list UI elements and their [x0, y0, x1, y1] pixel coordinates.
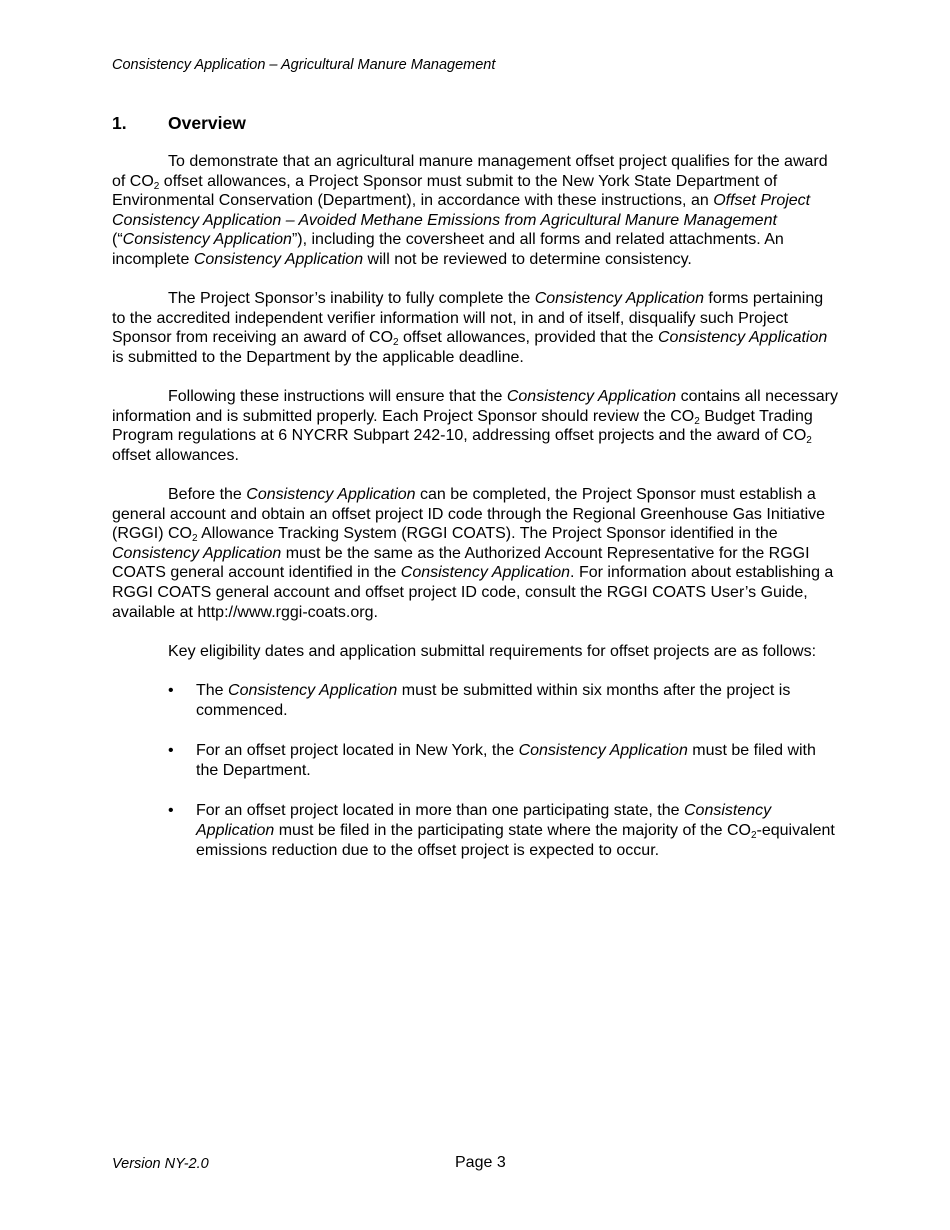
list-item: • The Consistency Application must be submitted within six months after the project is commenced.	[168, 682, 791, 719]
list-item: • For an offset project located in more than one participating state, the Consistency Application must be filed in the participating state where the majority of the $CO_2$-equivalent emissions reduction due to the offset project is expected to occur.	[168, 802, 835, 859]
footer-page-number: Page 3	[455, 1154, 506, 1171]
section-number: 1.	[112, 113, 127, 133]
paragraph-regulations: Following these instructions will ensure that the Consistency Application contains all necessary information and is submitted properly. Each Project Sponsor should review the $CO_2$ Budget Trading Program regulations at 6 NYCRR Subpart 242-10, addressing offset projects and the award of $CO_2$ offset allowances.	[112, 388, 838, 464]
bullet-marker: •	[168, 742, 174, 760]
paragraph-key-dates-intro: Key eligibility dates and application submittal requirements for offset projects are as follows:	[168, 642, 817, 660]
running-header: Consistency Application – Agricultural Manure Management	[112, 57, 496, 73]
footer-version: Version NY-2.0	[112, 1156, 209, 1172]
requirements-list	[112, 681, 840, 860]
section-heading	[112, 111, 246, 135]
paragraph-verifier-information: The Project Sponsor’s inability to fully complete the Consistency Application forms pertaining to the accredited independent verifier information will not, in and of itself, disqualify such Project Sponsor from receiving an award of $CO_2$ offset allowances, provided that the Consistency Application is submitted to the Department by the applicable deadline.	[112, 290, 828, 366]
section-title: Overview	[168, 113, 246, 133]
list-item: • For an offset project located in New York, the Consistency Application must be filed with the Department.	[168, 742, 816, 779]
document-page	[112, 0, 840, 1230]
paragraph-award-requirements: To demonstrate that an agricultural manure management offset project qualifies for the award of $CO_2$ offset allowances, a Project Sponsor must submit to the New York State Department of Environmental Conservation (Department), in accordance with these instructions, an Offset Project Consistency Application – Avoided Methane Emissions from Agricultural Manure Management (“Consistency Application”), including the coversheet and all forms and related attachments. An incomplete Consistency Application will not be reviewed to determine consistency.	[112, 153, 828, 268]
document-body	[112, 152, 840, 881]
bullet-marker: •	[168, 682, 174, 700]
bullet-marker: •	[168, 802, 174, 820]
paragraph-rggi-coats: Before the Consistency Application can be completed, the Project Sponsor must establish a general account and obtain an offset project ID code through the Regional Greenhouse Gas Initiative (RGGI) $CO_2$ Allowance Tracking System (RGGI COATS). The Project Sponsor identified in the Consistency Application must be the same as the Authorized Account Representative for the RGGI COATS general account identified in the Consistency Application. For information about establishing a RGGI COATS general account and offset project ID code, consult the RGGI COATS User’s Guide, available at http://www.rggi-coats.org.	[112, 486, 834, 621]
